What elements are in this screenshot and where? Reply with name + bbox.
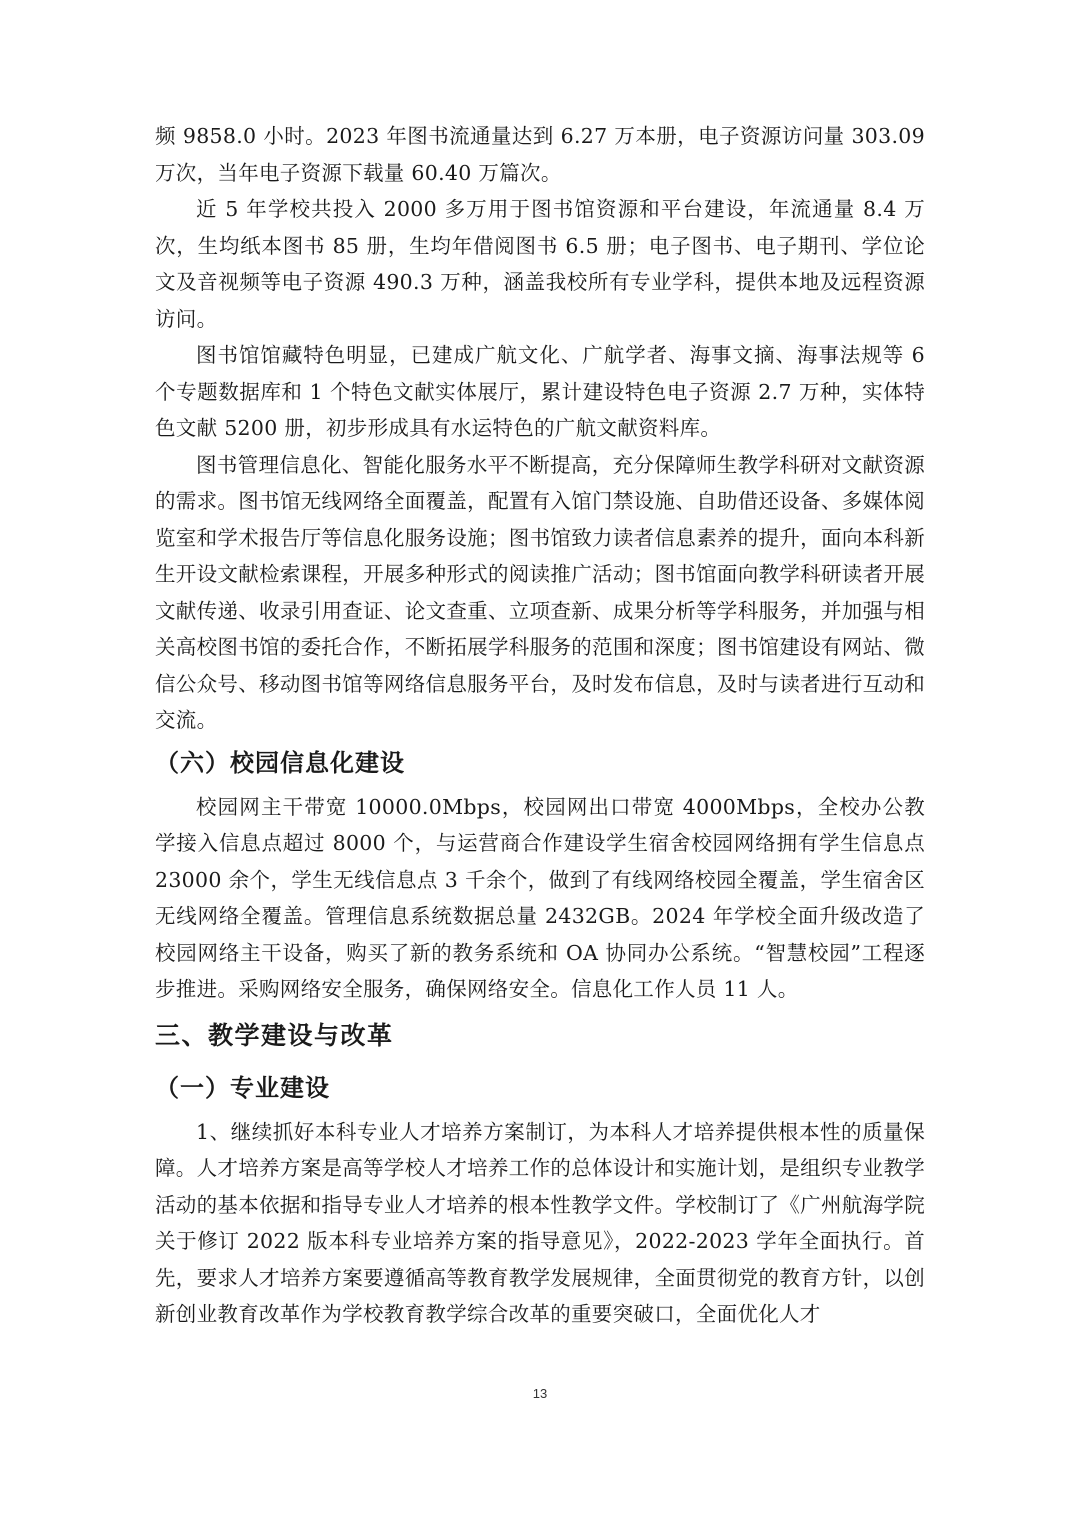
- heading-teaching-reform: 三、教学建设与改革: [155, 1020, 394, 1050]
- paragraph-library-usage: 频 9858.0 小时。2023 年图书流通量达到 6.27 万本册，电子资源访问量 303.09 万次，当年电子资源下载量 60.40 万篇次。: [155, 124, 925, 185]
- heading-campus-informatization: （六）校园信息化建设: [155, 748, 405, 777]
- page-number: 13: [532, 1386, 548, 1401]
- paragraph-library-investment: 近 5 年学校共投入 2000 多万用于图书馆资源和平台建设，年流通量 8.4 万次，生均纸本图书 85 册，生均年借阅图书 6.5 册；电子图书、电子期刊、学位论文及音视频等电子资源 490.3 万种，涵盖我校所有专业学科，提供本地及远程资源访问。: [155, 197, 925, 331]
- paragraph-major-training-plan: 1、继续抓好本科专业人才培养方案制订，为本科人才培养提供根本性的质量保障。人才培养方案是高等学校人才培养工作的总体设计和实施计划，是组织专业教学活动的基本依据和指导专业人才培养的根本性教学文件。学校制订了《广州航海学院关于修订 2022 版本科专业培养方案的指导意见》，2022-2023 学年全面执行。首先，要求人才培养方案要遵循高等教育教学发展规律，全面贯彻党的教育方针，以创新创业教育改革作为学校教育教学综合改革的重要突破口，全面优化人才: [155, 1119, 925, 1326]
- paragraph-library-services: 图书管理信息化、智能化服务水平不断提高，充分保障师生教学科研对文献资源的需求。图书馆无线网络全面覆盖，配置有入馆门禁设施、自助借还设备、多媒体阅览室和学术报告厅等信息化服务设施；图书馆致力读者信息素养的提升，面向本科新生开设文献检索课程，开展多种形式的阅读推广活动；图书馆面向教学科研读者开展文献传递、收录引用查证、论文查重、立项查新、成果分析等学科服务，并加强与相关高校图书馆的委托合作，不断拓展学科服务的范围和深度；图书馆建设有网站、微信公众号、移动图书馆等网络信息服务平台，及时发布信息，及时与读者进行互动和交流。: [155, 452, 925, 732]
- document-page: [155, 118, 925, 1333]
- heading-major-construction: （一）专业建设: [155, 1073, 330, 1102]
- paragraph-library-collection: 图书馆馆藏特色明显，已建成广航文化、广航学者、海事文摘、海事法规等 6 个专题数据库和 1 个特色文献实体展厅，累计建设特色电子资源 2.7 万种，实体特色文献 5200 册，初步形成具有水运特色的广航文献资料库。: [155, 343, 925, 440]
- paragraph-campus-network: 校园网主干带宽 10000.0Mbps，校园网出口带宽 4000Mbps，全校办公教学接入信息点超过 8000 个，与运营商合作建设学生宿舍校园网络拥有学生信息点 23000 余个，学生无线信息点 3 千余个，做到了有线网络校园全覆盖，学生宿舍区无线网络全覆盖。管理信息系统数据总量 2432GB。2024 年学校全面升级改造了校园网络主干设备，购买了新的教务系统和 OA 协同办公系统。“智慧校园”工程逐步推进。采购网络安全服务，确保网络安全。信息化工作人员 11 人。: [155, 794, 925, 1001]
